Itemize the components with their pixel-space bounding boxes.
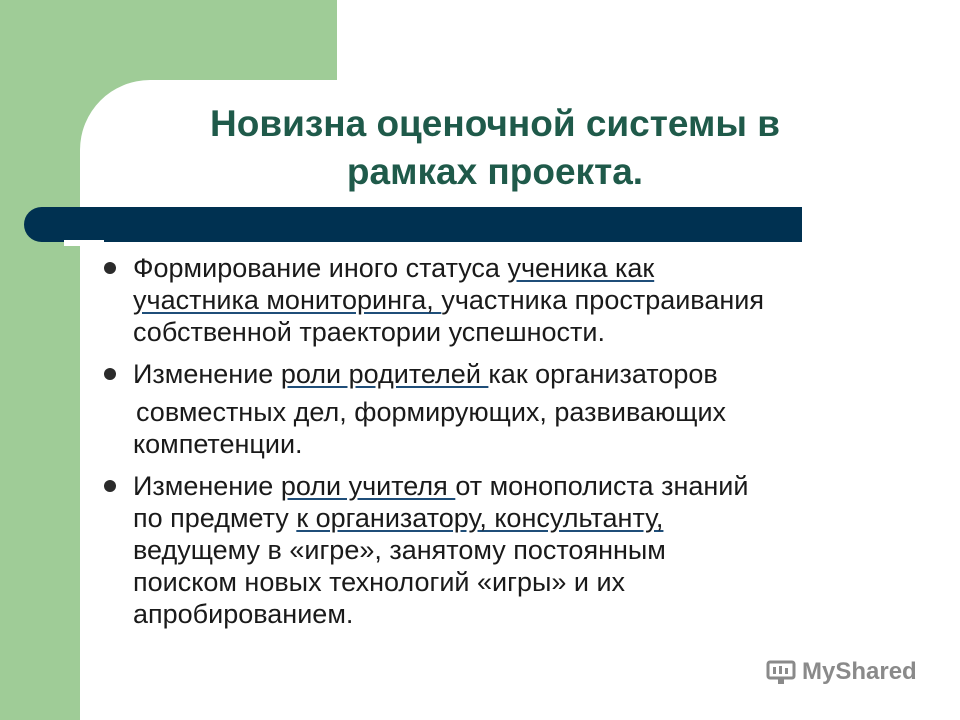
item-text: Изменение <box>133 359 281 389</box>
item-text: ведущему в «игре», занятому постоянным <box>133 535 666 565</box>
bullet-list <box>100 252 900 640</box>
title-line-1: Новизна оценочной системы в <box>210 103 780 144</box>
list-item <box>100 470 900 630</box>
item-text: Формирование иного статуса <box>133 253 508 283</box>
list-item-continuation <box>100 396 900 460</box>
divider-notch <box>64 240 104 246</box>
item-text: по предмету <box>133 503 297 533</box>
list-item <box>100 252 900 348</box>
background-green-strip <box>0 0 80 720</box>
slide-title <box>110 100 880 196</box>
projector-screen-icon <box>766 658 796 686</box>
bullet-icon <box>104 480 116 492</box>
item-underlined-text: участника мониторинга, <box>133 285 442 315</box>
item-underlined-text: роли учителя <box>280 471 456 501</box>
item-text: Изменение <box>133 471 281 501</box>
item-text: от монополиста знаний <box>455 471 749 501</box>
list-item <box>100 358 900 390</box>
bullet-icon <box>104 262 116 274</box>
item-text: совместных дел, формирующих, развивающих <box>136 397 727 427</box>
item-text: апробированием. <box>133 599 354 629</box>
title-line-2: рамках проекта. <box>346 151 644 192</box>
item-text: собственной траектории успешности. <box>133 317 605 347</box>
item-text: компетенции. <box>133 429 303 459</box>
item-text: участника простраивания <box>441 285 764 315</box>
item-underlined-text: ученика как <box>507 253 655 283</box>
watermark-text: MyShared <box>802 658 917 685</box>
watermark <box>766 658 917 686</box>
bullet-icon <box>104 368 116 380</box>
item-underlined-text: к организатору, консультанту, <box>296 503 664 533</box>
title-divider-bar <box>24 207 802 242</box>
item-text: поиском новых технологий «игры» и их <box>133 567 626 597</box>
item-text: как организаторов <box>488 359 718 389</box>
item-underlined-text: роли родителей <box>280 359 489 389</box>
